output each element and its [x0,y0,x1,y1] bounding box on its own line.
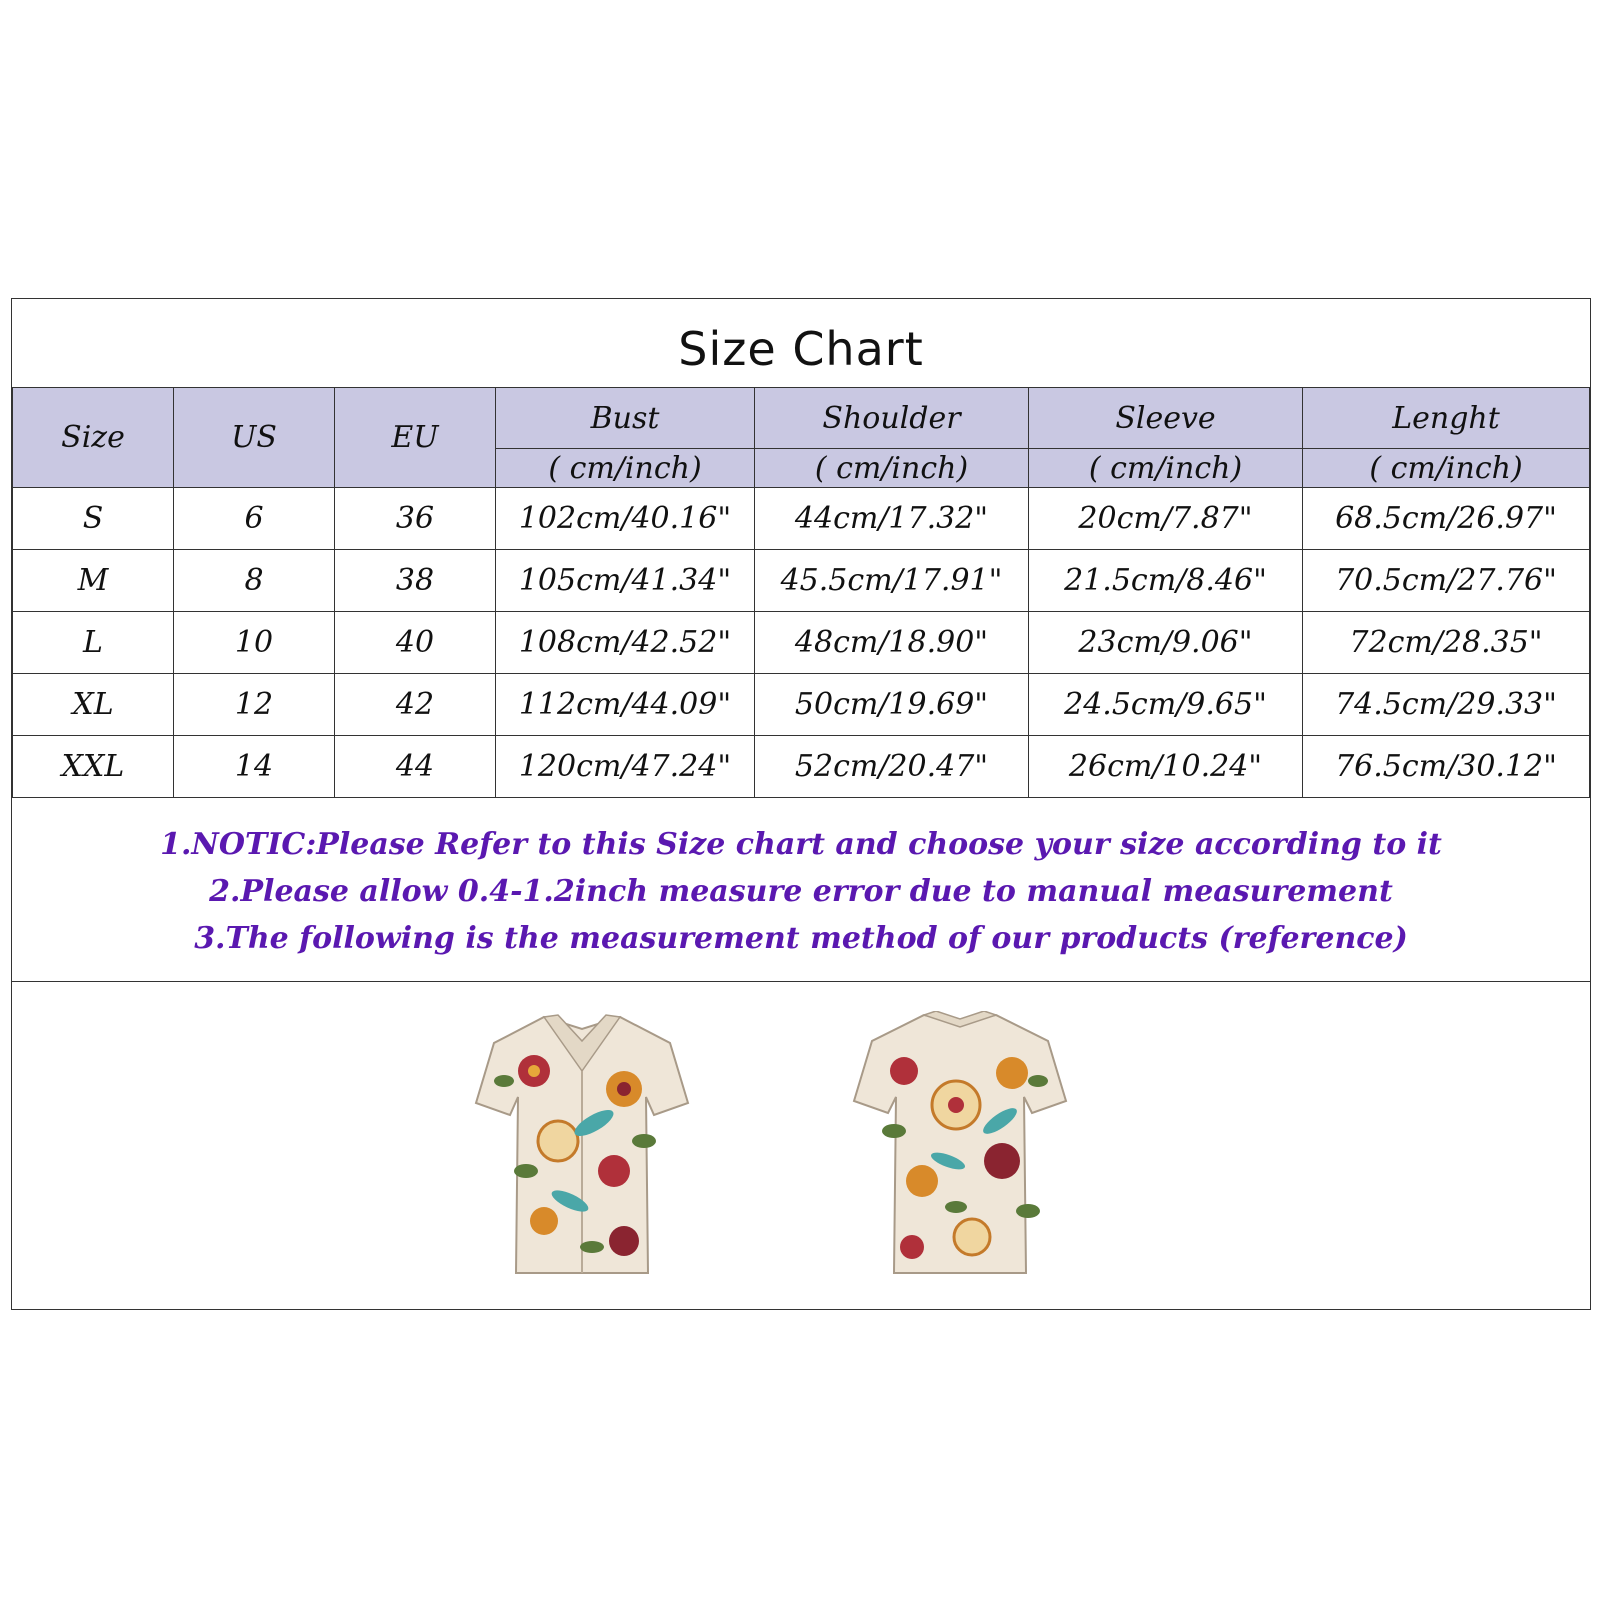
cell-shoulder: 48cm/18.90" [755,612,1029,674]
unit-shoulder: ( cm/inch) [755,449,1029,488]
cell-us: 10 [174,612,335,674]
cell-sleeve: 26cm/10.24" [1029,736,1303,798]
table-row [13,612,1590,674]
cell-sleeve: 20cm/7.87" [1029,488,1303,550]
table-row [13,488,1590,550]
cell-eu: 36 [335,488,496,550]
header-bust: Bust [496,388,755,449]
cell-sleeve: 21.5cm/8.46" [1029,550,1303,612]
header-sleeve: Sleeve [1029,388,1303,449]
unit-bust: ( cm/inch) [496,449,755,488]
size-chart-frame [11,298,1591,1310]
cell-shoulder: 45.5cm/17.91" [755,550,1029,612]
cell-size: M [13,550,174,612]
note-1: 1.NOTIC:Please Refer to this Size chart and choose your size according to it [160,826,1442,862]
cell-sleeve: 23cm/9.06" [1029,612,1303,674]
cell-length: 70.5cm/27.76" [1303,550,1590,612]
cell-length: 68.5cm/26.97" [1303,488,1590,550]
cell-shoulder: 44cm/17.32" [755,488,1029,550]
cell-shoulder: 52cm/20.47" [755,736,1029,798]
notes-section [12,801,1590,982]
header-size: Size [13,388,174,488]
chart-title: Size Chart [678,322,924,376]
unit-length: ( cm/inch) [1303,449,1590,488]
table-row [13,674,1590,736]
cell-eu: 44 [335,736,496,798]
table-row [13,550,1590,612]
cell-length: 74.5cm/29.33" [1303,674,1590,736]
cell-bust: 105cm/41.34" [496,550,755,612]
cell-shoulder: 50cm/19.69" [755,674,1029,736]
shirt-back-image [852,1011,1068,1279]
cell-us: 14 [174,736,335,798]
title-row [12,299,1590,387]
shirt-front-image [474,1011,690,1279]
cell-us: 6 [174,488,335,550]
cell-bust: 108cm/42.52" [496,612,755,674]
cell-sleeve: 24.5cm/9.65" [1029,674,1303,736]
cell-eu: 40 [335,612,496,674]
cell-size: XL [13,674,174,736]
cell-eu: 38 [335,550,496,612]
cell-bust: 102cm/40.16" [496,488,755,550]
cell-length: 72cm/28.35" [1303,612,1590,674]
note-2: 2.Please allow 0.4-1.2inch measure error due to manual measurement [209,873,1393,909]
shirt-images [12,983,1590,1309]
cell-us: 12 [174,674,335,736]
note-3: 3.The following is the measurement method of our products (reference) [194,920,1408,956]
cell-size: S [13,488,174,550]
table-row [13,736,1590,798]
cell-size: L [13,612,174,674]
size-table [12,387,1590,798]
header-shoulder: Shoulder [755,388,1029,449]
cell-eu: 42 [335,674,496,736]
header-length: Lenght [1303,388,1590,449]
cell-bust: 120cm/47.24" [496,736,755,798]
cell-length: 76.5cm/30.12" [1303,736,1590,798]
header-row [13,388,1590,449]
header-us: US [174,388,335,488]
cell-us: 8 [174,550,335,612]
header-eu: EU [335,388,496,488]
cell-bust: 112cm/44.09" [496,674,755,736]
cell-size: XXL [13,736,174,798]
unit-sleeve: ( cm/inch) [1029,449,1303,488]
